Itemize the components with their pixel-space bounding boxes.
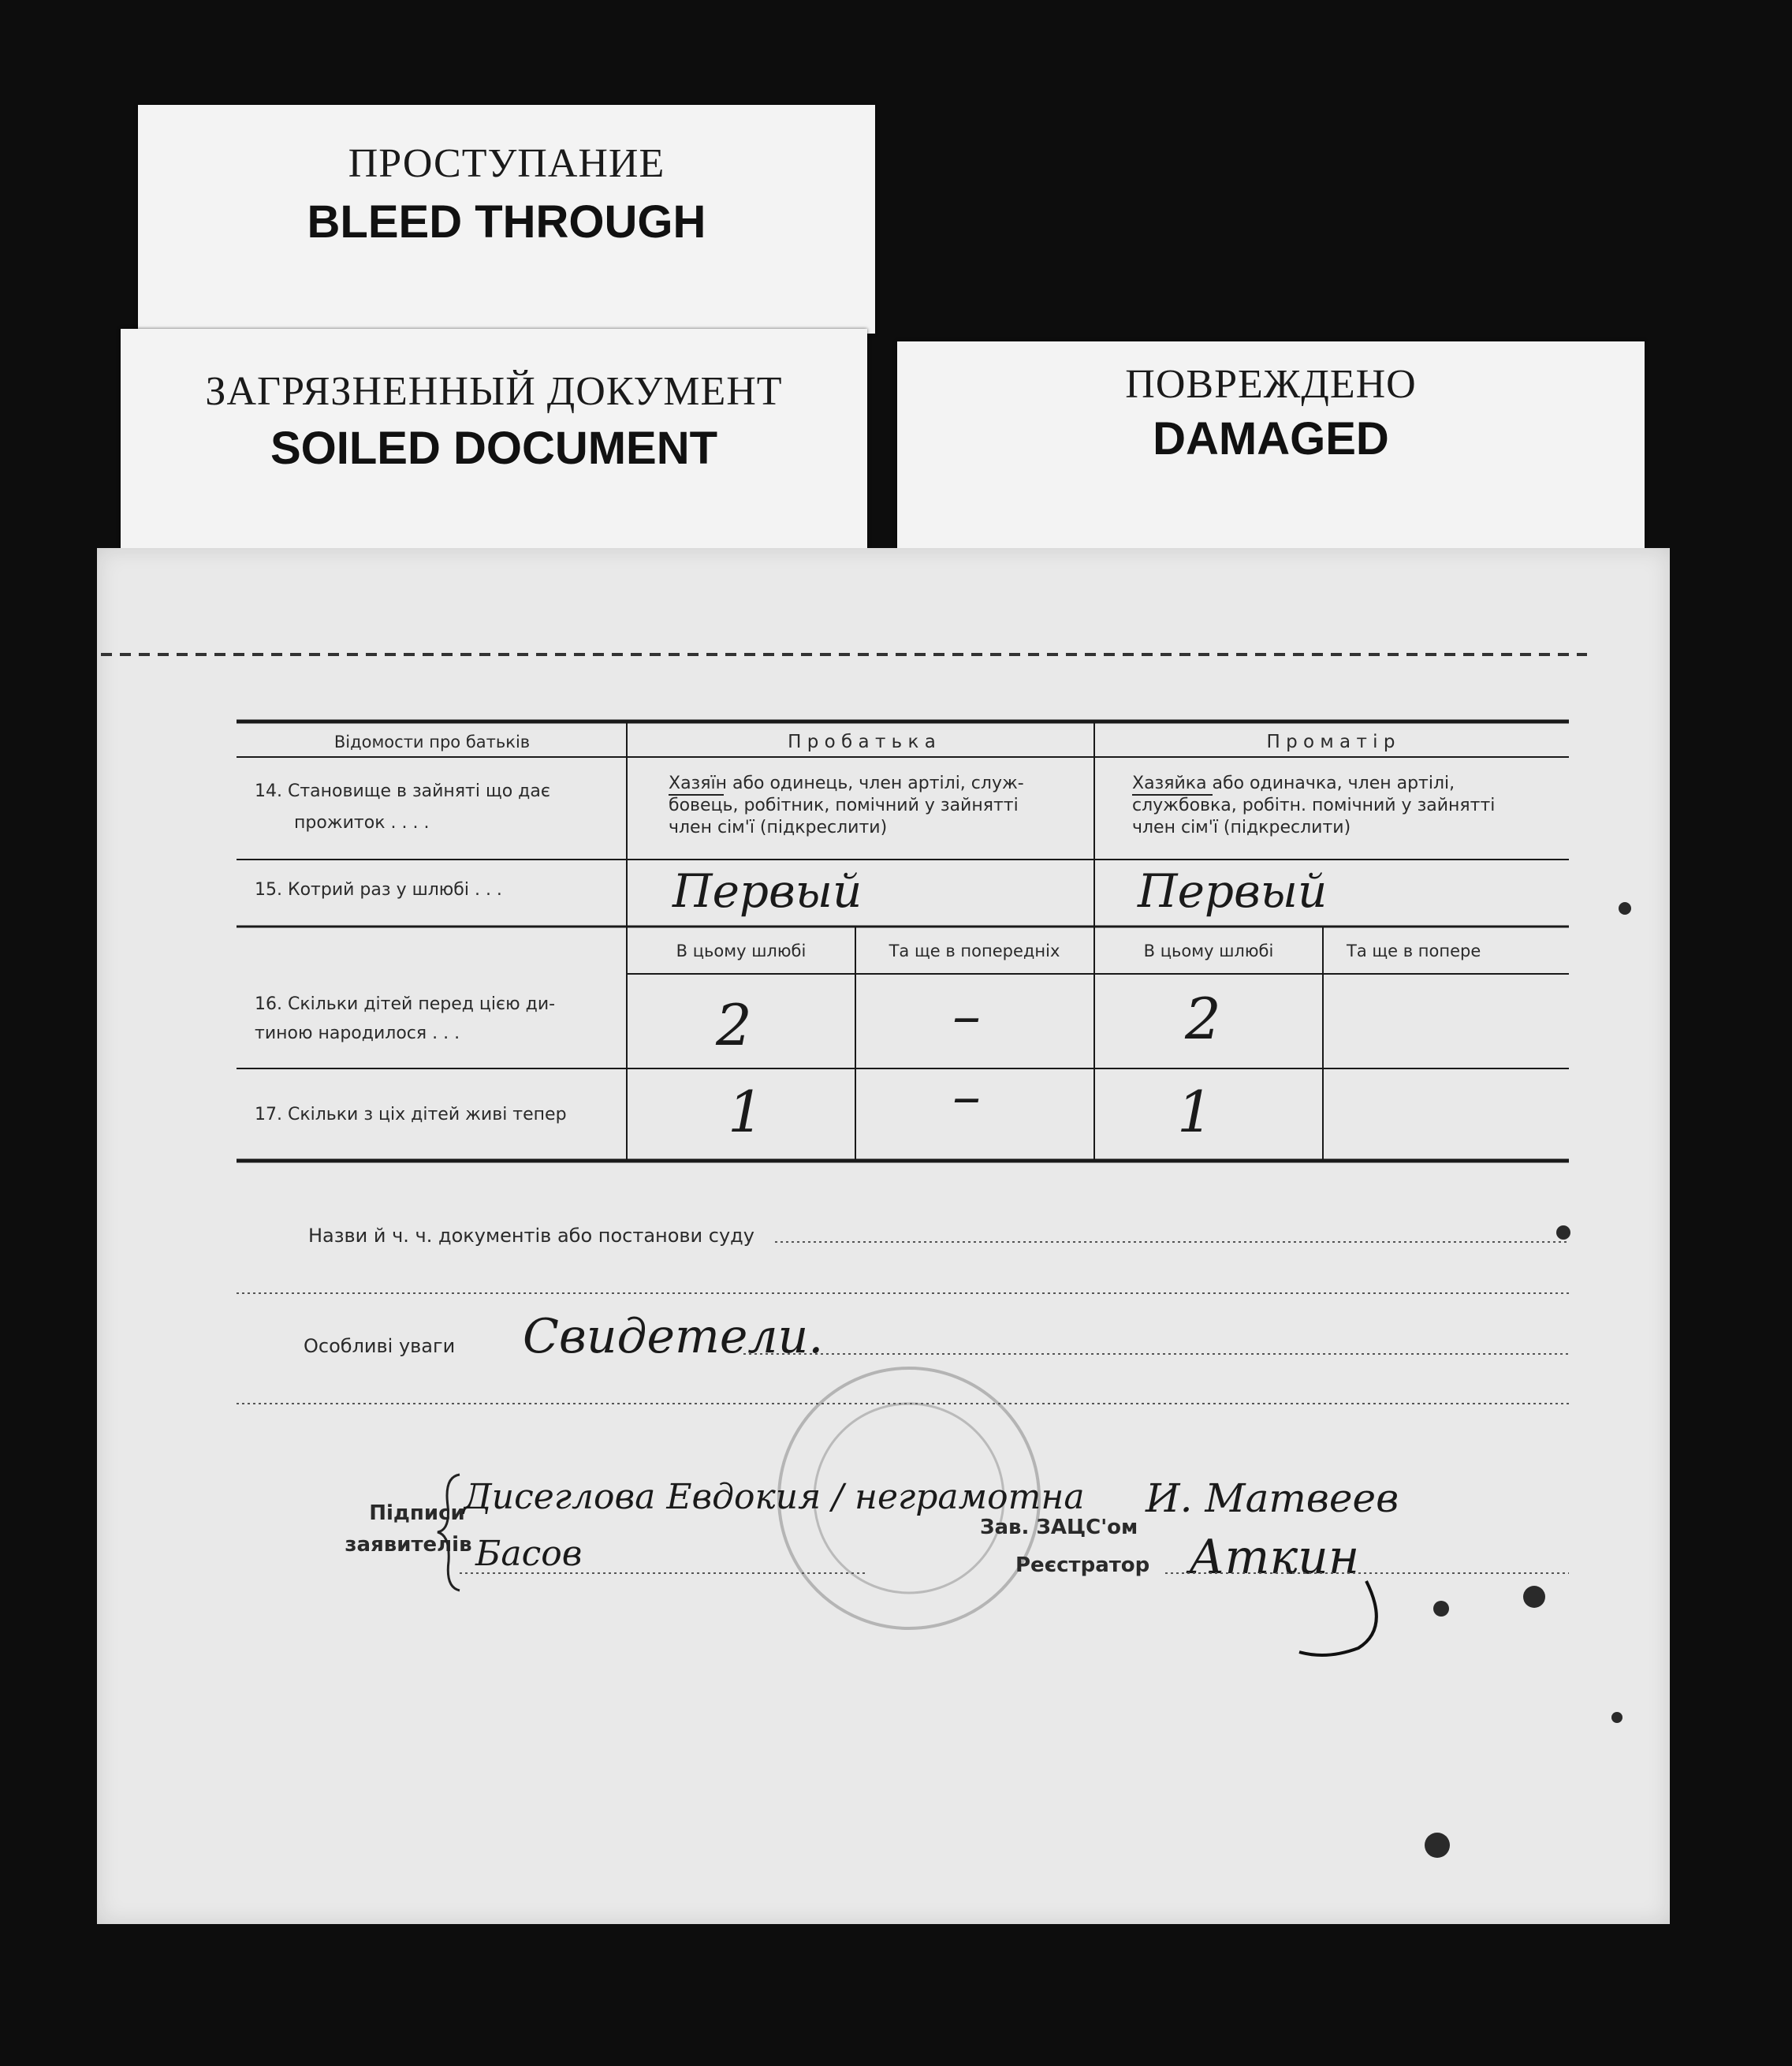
bleed-through-ru: ПРОСТУПАНИЕ bbox=[348, 141, 665, 186]
remarks-label: Особливі уваги bbox=[304, 1335, 456, 1357]
row14-mother-3: член сім'ї (підкреслити) bbox=[1132, 818, 1351, 837]
row17-label: 17. Скільки з ціх дітей живі тепер bbox=[255, 1105, 567, 1124]
row14-father-1: Хазяїн або одинець, член артілі, служ- bbox=[669, 774, 1024, 793]
subheader-previous-father: Та ще в попередніх bbox=[889, 942, 1060, 960]
header-father: П р о б а т ь к а bbox=[788, 732, 936, 752]
subheader-this-marriage-father: В цьому шлюбі bbox=[676, 942, 807, 960]
soiled-document-label bbox=[121, 329, 867, 558]
head-signature: И. Матвеев bbox=[1146, 1475, 1399, 1521]
header-col0: Відомости про батьків bbox=[333, 733, 531, 751]
damaged-ru: ПОВРЕЖДЕНО bbox=[1125, 362, 1417, 407]
form-document bbox=[97, 548, 1670, 1924]
damage-marks bbox=[1425, 902, 1631, 1858]
signatures-label-2: заявителів bbox=[345, 1533, 472, 1557]
signature-1: Дисеглова Евдокия / неграмотна bbox=[464, 1477, 1085, 1517]
documents-label: Назви й ч. ч. документів або постанови суду bbox=[308, 1225, 754, 1247]
row15-father-handwriting: Первый bbox=[672, 864, 862, 918]
row17-father-prev: – bbox=[952, 1063, 981, 1129]
row14-label-2: прожиток . . . . bbox=[294, 813, 430, 833]
registrar-label: Реєстратор bbox=[1015, 1553, 1150, 1577]
soiled-document-ru: ЗАГРЯЗНЕННЫЙ ДОКУМЕНТ bbox=[205, 369, 783, 414]
signatures-label-1: Підписи bbox=[369, 1501, 465, 1525]
remarks-handwriting: Свидетели. bbox=[523, 1309, 824, 1364]
row16-label-2: тиною народилося . . . bbox=[255, 1024, 460, 1043]
head-label: Зав. ЗАЦС'ом bbox=[980, 1516, 1138, 1539]
row14-father-3: член сім'ї (підкреслити) bbox=[669, 818, 888, 837]
subheader-previous-mother: Та ще в попере bbox=[1347, 942, 1481, 960]
form-page bbox=[97, 548, 1670, 1924]
registrar-flourish bbox=[1299, 1581, 1377, 1655]
damaged-en: DAMAGED bbox=[1153, 413, 1389, 464]
row17-mother-this: 1 bbox=[1177, 1079, 1213, 1145]
row14-mother-1: Хазяйка або одиначка, член артілі, bbox=[1132, 774, 1455, 793]
bleed-through-label bbox=[138, 105, 875, 334]
row14-mother-2: службовка, робітн. помічний у зайнятті bbox=[1132, 796, 1496, 815]
signature-2: Басов bbox=[475, 1534, 583, 1574]
damaged-label bbox=[897, 341, 1645, 558]
header-mother: П р о м а т і р bbox=[1266, 732, 1395, 752]
registrar-signature: Аткин bbox=[1189, 1530, 1360, 1585]
row16-father-prev: – bbox=[952, 983, 981, 1049]
bleed-through-en: BLEED THROUGH bbox=[307, 196, 706, 248]
row15-mother-handwriting: Первый bbox=[1138, 864, 1328, 918]
row16-mother-this: 2 bbox=[1185, 986, 1221, 1052]
row16-label-1: 16. Скільки дітей перед цією ди- bbox=[255, 994, 556, 1014]
row15-label: 15. Котрий раз у шлюбі . . . bbox=[255, 880, 502, 900]
subheader-this-marriage-mother: В цьому шлюбі bbox=[1143, 942, 1274, 960]
soiled-document-en: SOILED DOCUMENT bbox=[270, 423, 718, 474]
row14-label-1: 14. Становище в зайняті що дає bbox=[255, 781, 550, 801]
row14-father-2: бовець, робітник, помічний у зайнятті bbox=[669, 796, 1019, 815]
row16-father-this: 2 bbox=[716, 992, 752, 1058]
row17-father-this: 1 bbox=[728, 1079, 764, 1145]
